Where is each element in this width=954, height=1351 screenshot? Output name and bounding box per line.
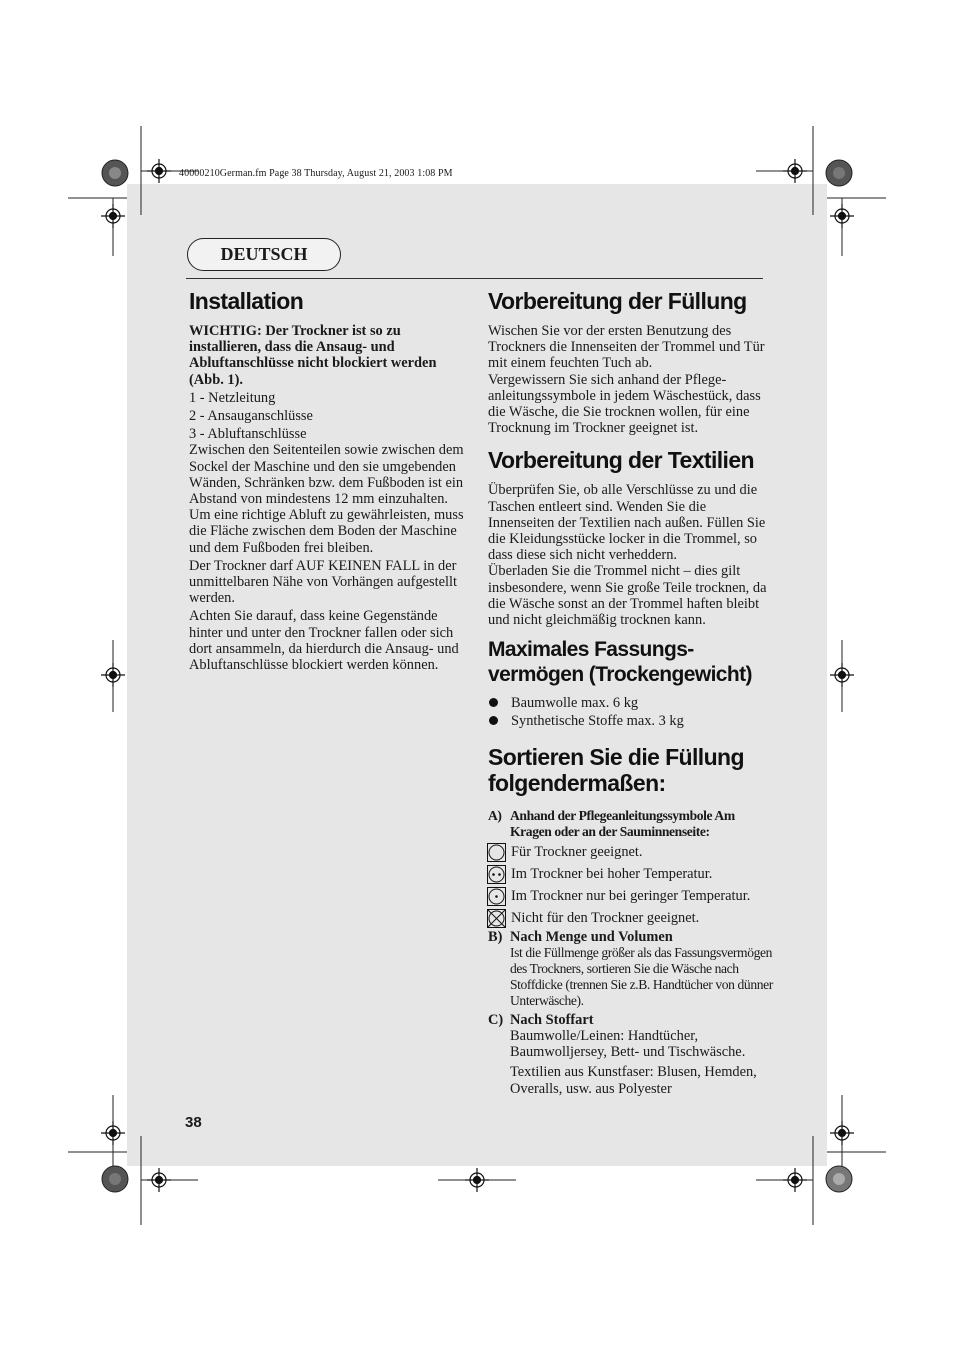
section-paragraph: Überladen Sie die Trommel nicht – dies gilt insbesondere, wenn Sie große Teile trocknen, da die Wäsche sonst an der Trommel haften bleibt und nicht gleichmäßig trocknen kann. [488, 563, 767, 629]
symbol-text: Nicht für den Trockner geeignet. [511, 910, 700, 927]
symbol-row [487, 865, 773, 884]
sort-rule-key: B) [488, 928, 503, 945]
part-item: 3 - Abluftanschlüsse [189, 426, 307, 443]
section-title: Vorbereitung der Füllung [488, 288, 747, 314]
section-paragraph: Wischen Sie vor der ersten Benutzung des Trockners die Innenseiten der Trommel und Tür mit einem feuchten Tuch ab. [488, 323, 765, 372]
section-title-line: folgendermaßen: [488, 769, 666, 796]
tumble-dry-high-icon [487, 865, 506, 884]
list-item [488, 695, 773, 711]
installation-paragraph: Achten Sie darauf, dass keine Gegenstände hinter und unter den Trockner fallen oder sich dort ansammeln, da hierdurch die Ansaug- und Abluftanschlüsse blockiert werden können. [189, 608, 459, 674]
sort-rule-heading: Anhand der Pflegeanleitungssymbole Am Kragen oder an der Sauminnenseite: [510, 807, 735, 839]
symbol-text: Für Trockner geeignet. [511, 844, 643, 861]
left-column [189, 288, 469, 673]
bullet-icon [489, 698, 498, 707]
sort-rule-text: Baumwolle/Leinen: Handtücher, Baumwolljersey, Bett- und Tischwäsche. [510, 1028, 746, 1061]
section-title: Vorbereitung der Textilien [488, 447, 754, 474]
list-item-text: Synthetische Stoffe max. 3 kg [511, 713, 684, 730]
sort-rule-a [488, 808, 773, 840]
section-title-line: Sortieren Sie die Füllung [488, 743, 744, 770]
part-item: 2 - Ansauganschlüsse [189, 408, 313, 425]
section-title-line: vermögen (Trockengewicht) [488, 663, 752, 687]
tumble-dry-ok-icon [487, 843, 506, 862]
part-item: 1 - Netzleitung [189, 389, 276, 406]
sort-rule-b [488, 929, 773, 1009]
sort-rule-key: C) [488, 1011, 504, 1028]
installation-paragraph: Um eine richtige Abluft zu gewährleisten, muss die Fläche zwischen dem Boden der Maschine und dem Fußboden frei bleiben. [189, 507, 464, 556]
section-paragraph: Überprüfen Sie, ob alle Verschlüsse zu und die Taschen entleert sind. Wenden Sie die Innenseiten der Textilien nach außen. Füllen Sie die Kleidungsstücke locker in die Trommel, so dass diese sich nicht verheddern. [488, 482, 766, 564]
section-title [488, 744, 773, 796]
symbol-text: Im Trockner nur bei geringer Temperatur. [511, 888, 751, 905]
symbol-row [487, 843, 773, 862]
right-column [488, 288, 773, 1097]
sort-rule-key: A) [488, 807, 502, 823]
language-tab: DEUTSCH [187, 238, 341, 271]
sort-rule-c [488, 1012, 773, 1097]
list-item-text: Baumwolle max. 6 kg [511, 695, 639, 712]
list-item [488, 713, 773, 729]
symbol-row [487, 887, 773, 906]
no-tumble-dry-icon [487, 909, 506, 928]
symbol-text: Im Trockner bei hoher Temperatur. [511, 866, 713, 883]
sort-rule-heading: Nach Menge und Volumen [510, 928, 673, 945]
installation-title: Installation [189, 288, 304, 314]
sort-rule-heading: Nach Stoffart [510, 1011, 594, 1028]
sort-rule-text: Textilien aus Kunstfaser: Blusen, Hemden, Overalls, usw. aus Polyester [510, 1064, 757, 1097]
sort-rule-text: Ist die Füllmenge größer als das Fassungsvermögen des Trockners, sortieren Sie die Wäsche nach Stoffdicke (trennen Sie z.B. Handtücher von dünner Unterwäsche). [510, 944, 773, 1008]
installation-paragraph: Zwischen den Seitenteilen sowie zwischen dem Sockel der Maschine und den sie umgebenden Wänden, Schränken bzw. dem Fußboden ist ein Abstand von mindestens 12 mm einzuhalten. [189, 442, 464, 508]
symbol-row [487, 909, 773, 928]
header-rule [186, 278, 763, 279]
installation-warning: WICHTIG: Der Trockner ist so zu installieren, dass die Ansaug- und Abluftanschlüsse nicht blockiert werden (Abb. 1). [189, 323, 437, 388]
file-info: 40000210German.fm Page 38 Thursday, August 21, 2003 1:08 PM [179, 168, 453, 179]
section-paragraph: Vergewissern Sie sich anhand der Pflege-anleitungssymbole in jedem Wäschestück, dass die Wäsche, die Sie trocknen wollen, für eine Trocknung im Trockner geeignet ist. [488, 371, 761, 437]
section-title [488, 637, 773, 687]
page-number: 38 [185, 1114, 202, 1131]
installation-paragraph: Der Trockner darf AUF KEINEN FALL in der unmittelbaren Nähe von Vorhängen aufgestellt werden. [189, 557, 458, 607]
bullet-icon [489, 716, 498, 725]
tumble-dry-low-icon [487, 887, 506, 906]
section-title-line: Maximales Fassungs- [488, 638, 694, 662]
